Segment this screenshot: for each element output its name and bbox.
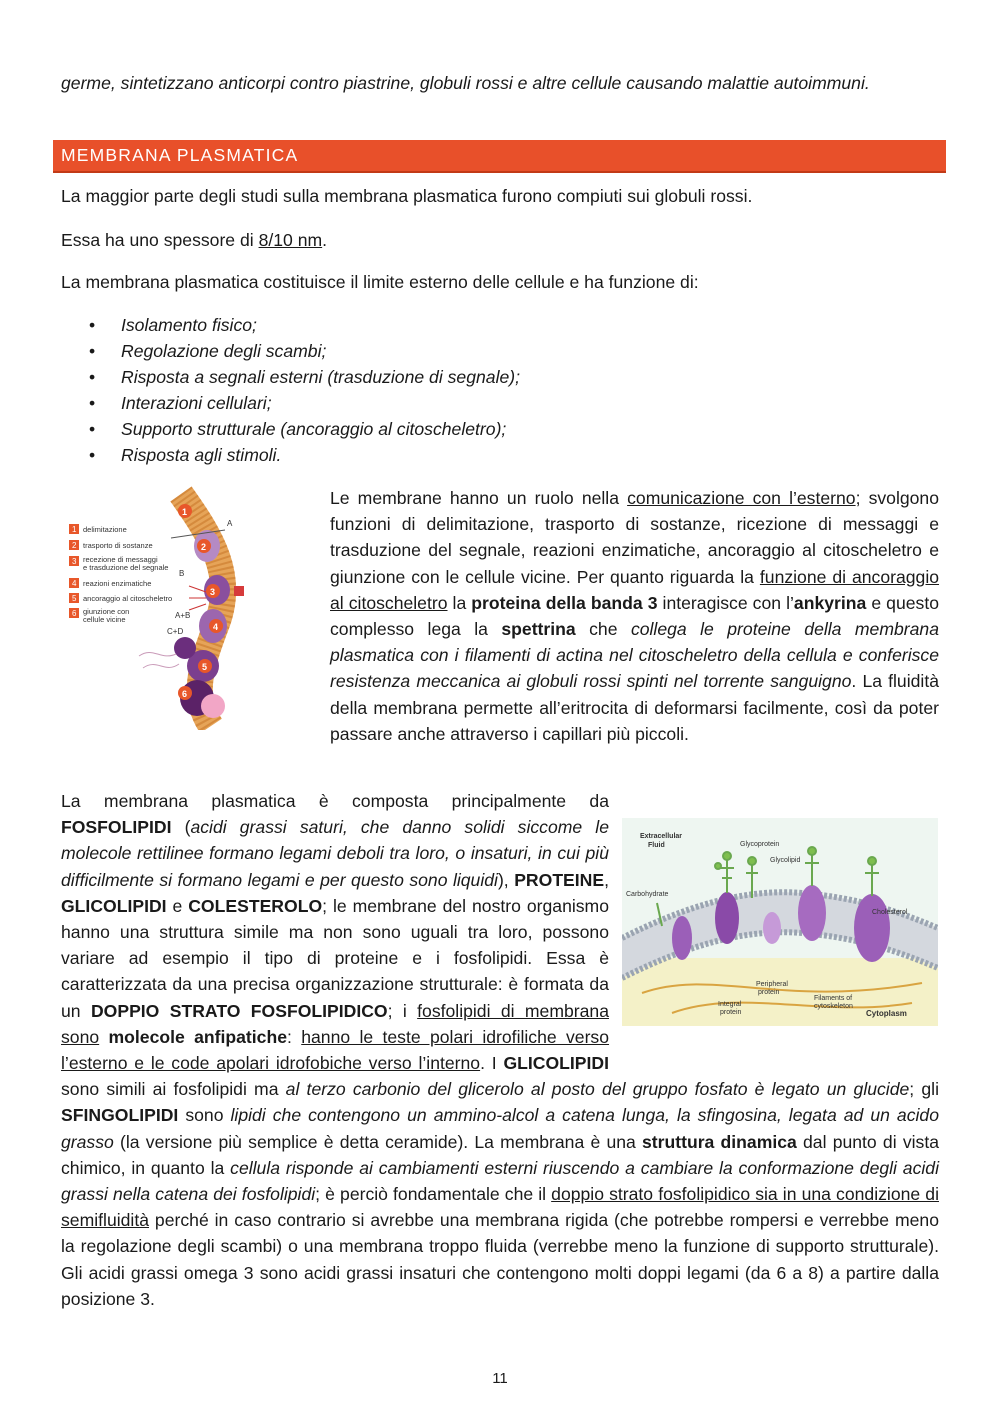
legend-1: delimitazione [83,525,127,534]
svg-text:2: 2 [72,541,77,550]
legend-6: giunzione con [83,607,130,616]
label-ab: A+B [175,611,191,620]
svg-text:3: 3 [72,557,77,566]
intro-text: germe, sintetizzano anticorpi contro piastrine, globuli rossi e altre cellule causando malattie autoimmuni. [61,73,870,93]
paragraph-1 [61,183,939,209]
label-carbohydrate: Carbohydrate [626,891,669,898]
svg-text:5: 5 [202,662,208,672]
legend-4: reazioni enzimatiche [83,579,152,588]
paragraph-5: La membrana plasmatica è composta principalmente da FOSFOLIPIDI (acidi grassi saturi, che danno solidi siccome le molecole rettilinee formano legami deboli tra loro, o insaturi, in cui più difficilmente si formano legami e per questo sono liquidi), PROTEINE, GLICOLIPIDI e COLESTEROLO; le membrane del nostro organismo hanno una struttura simile ma non sono uguali tra loro, possono variare ad esempio il tipo di proteine e i fosfolipidi. Essa è caratterizzata da una precisa organizzazione strutturale: è formata da un DOPPIO STRATO FOSFOLIPIDICO; i fosfolipidi di membrana sono molecole anfipatiche: hanno le teste polari idrofiliche verso l’esterno e le code apolari idrofobiche verso l’interno. I GLICOLIPIDI sono simili ai fosfolipidi ma al terzo carbonio del glicerolo al posto del gruppo fosfato è legato un glucide; gli SFINGOLIPIDI sono lipidi che contengono un ammino-alcol a catena lunga, la sfingosina, legata ad un acido grasso (la versione più semplice è detta ceramide). La membrana è una struttura dinamica dal punto di vista chimico, in quanto la cellula risponde ai cambiamenti esterni riuscendo a cambiare la conformazione degli acidi grassi nella catena dei fosfolipidi; è perciò fondamentale che il doppio strato fosfolipidico sia in una condizione di semifluidità perché in caso contrario si avrebbe una membrana rigida (che potrebbe rompersi e verrebbe meno la regolazione degli scambi) o una membrana troppo fluida (verrebbe meno la funzione di supporto strutturale). Gli acidi grassi omega 3 sono acidi grassi insaturi che contengono molti doppi legami (da 6 a 8) a partire dalla posizione 3. [61,791,939,1309]
label-a: A [227,519,233,528]
link-comunicazione: comunicazione con l’esterno [627,488,856,508]
label-cd: C+D [167,627,184,636]
paragraph-3 [61,269,939,295]
label-peripheral: Peripheral [756,981,788,988]
functions-list [61,312,520,468]
list-item: • Risposta agli stimoli. [61,442,520,468]
label-filaments: Filaments of [814,995,853,1002]
svg-text:4: 4 [213,622,219,632]
legend-6b: cellule vicine [83,615,126,624]
list-item: • Risposta a segnali esterni (trasduzione di segnale); [61,364,520,390]
label-cytoplasm: Cytoplasm [866,1009,907,1018]
label-b: B [179,569,185,578]
legend-3b: e trasduzione del segnale [83,563,169,572]
legend-2: trasporto di sostanze [83,541,153,550]
label-cytoskeleton: cytoskeleton [814,1003,853,1010]
list-item: • Supporto strutturale (ancoraggio al citoscheletro); [61,416,520,442]
label-peripheral-protein: protein [758,989,780,996]
paragraph-2 [61,227,939,253]
label-extracellular: Extracellular [640,833,683,840]
thickness-pre: Essa ha uno spessore di [61,230,259,250]
svg-text:4: 4 [72,579,77,588]
svg-text:6: 6 [72,609,77,618]
list-item: • Interazioni cellulari; [61,390,520,416]
list-item: • Isolamento fisico; [61,312,520,338]
thickness-value: 8/10 nm [258,230,323,250]
paragraph-1-text: La maggior parte degli studi sulla membrana plasmatica furono compiuti sui globuli rossi. [61,186,753,206]
svg-text:3: 3 [210,587,216,597]
paragraph-3-text: La membrana plasmatica costituisce il limite esterno delle cellule e ha funzione di: [61,272,699,292]
link-ancoraggio: funzione di ancoraggio al citoscheletro [330,566,940,613]
section-heading: MEMBRANA PLASMATICA [53,140,946,173]
svg-text:5: 5 [72,594,77,603]
legend-3: recezione di messaggi [83,555,158,564]
label-integral: Integral [718,1001,742,1008]
intro-paragraph [61,70,939,96]
label-fluid: Fluid [648,842,665,849]
legend-5: ancoraggio al citoscheletro [83,594,173,603]
label-glycoprotein: Glycoprotein [740,841,780,848]
svg-text:1: 1 [182,507,188,517]
list-item: • Regolazione degli scambi; [61,338,520,364]
page-number: 11 [492,1370,508,1387]
svg-text:1: 1 [72,525,77,534]
thickness-post: . [322,230,328,250]
paragraph-4: Le membrane hanno un ruolo nella comunicazione con l’esterno; svolgono funzioni di delimitazione, trasporto di sostanze, ricezione di messaggi e trasduzione del segnale, reazioni enzimatiche, ancoraggio al citoscheletro e giunzione con le cellule vicine. Per quanto riguarda la funzione di ancoraggio al citoscheletro la proteina della banda 3 interagisce con l’ankyrina e questo complesso lega la spettrina che collega le proteine della membrana plasmatica con i filamenti di actina nel citoscheletro della cellula e conferisce resistenza meccanica ai globuli rossi spinti nel torrente sanguigno. La fluidità della membrana permette all’eritrocita di deformarsi facilmente, così da poter passare anche attraverso i capillari più piccoli. [330,488,940,744]
label-glycolipid: Glycolipid [770,857,801,864]
svg-text:2: 2 [201,542,207,552]
label-cholesterol: Cholesterol [872,909,908,916]
label-integral-protein: protein [720,1009,742,1016]
svg-text:6: 6 [182,689,188,699]
